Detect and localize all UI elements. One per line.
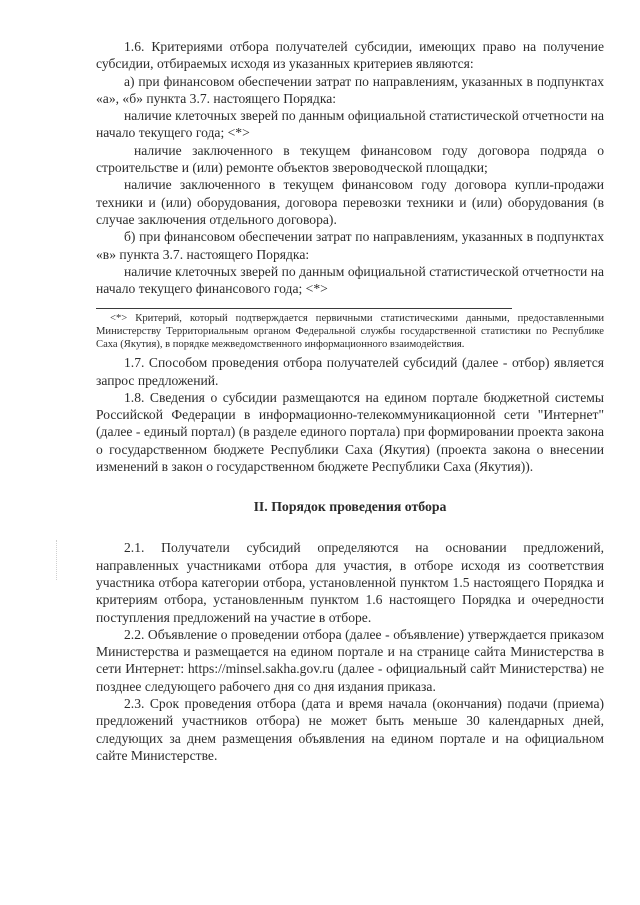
paragraph-2-3: 2.3. Срок проведения отбора (дата и время начала (окончания) подачи (приема) предложений участников отбора) не может быть меньше 30 календарных дней, следующих за днем размещения объявления на едином портале и на официальном сайте Министерстве.	[96, 695, 604, 763]
paragraph-1-6: 1.6. Критериями отбора получателей субсидии, имеющих право на получение субсидии, отбираемых исходя из указанных критериев являются:	[96, 39, 604, 72]
footnote-divider	[96, 308, 512, 309]
section-heading: II. Порядок проведения отбора	[253, 499, 447, 515]
paragraph-1-7: 1.7. Способом проведения отбора получателей субсидий (далее - отбор) является запрос предложений.	[96, 355, 604, 388]
scan-margin-mark	[56, 540, 67, 580]
paragraph-1-6-b: б) при финансовом обеспечении затрат по направлениям, указанных в подпунктах «в» пункта 3.7. настоящего Порядка:	[96, 229, 604, 262]
criterion-b-animals: наличие клеточных зверей по данным официальной статистической отчетности на начало текущего финансового года; <*>	[96, 263, 604, 297]
footnote: <*> Критерий, который подтверждается первичными статистическими данными, предоставленными Министерству Территориальным органом Федеральной службы государственной статистики по Республике Саха (Якутия), в порядке межведомственного информационного взаимодействия.	[96, 313, 604, 350]
paragraph-2-2: 2.2. Объявление о проведении отбора (далее - объявление) утверждается приказом Министерства и размещается на едином портале и на странице сайта Министерства в сети Интернет: https://minsel.sakha.gov.ru (далее - официальный сайт Министерства) не позднее следующего рабочего дня со дня издания приказа.	[96, 626, 604, 694]
paragraph-1-8: 1.8. Сведения о субсидии размещаются на едином портале бюджетной системы Российской Федерации в информационно-телекоммуникационной сети "Интернет" (далее - единый портал) (в разделе единого портала) при формировании проекта закона о государственном бюджете Республики Саха (Якутия) (проекта закона о внесении изменений в закон о государственном бюджете Республики Саха (Якутия)).	[96, 389, 604, 475]
paragraph-2-1: 2.1. Получатели субсидий определяются на основании предложений, направленных участниками отбора для участия, в отборе исходя из соответствия участника отбора категории отбора, установленной пунктом 1.5 настоящего Порядка и критериям отбора, установленным пунктом 1.6 настоящего Порядка и очередности поступления предложений на участие в отборе.	[96, 540, 604, 625]
criterion-a-animals: наличие клеточных зверей по данным официальной статистической отчетности на начало текущего года; <*>	[96, 108, 604, 141]
document-page	[96, 38, 604, 764]
criterion-a-equipment-contract: наличие заключенного в текущем финансовом году договора купли-продажи техники и (или) оборудования, договора перевозки техники и (или) оборудования (в случае заключения отдельного договора).	[96, 177, 604, 227]
paragraph-1-6-a: а) при финансовом обеспечении затрат по направлениям, указанных в подпунктах «а», «б» пункта 3.7. настоящего Порядка:	[96, 73, 604, 106]
criterion-a-construction-contract: наличие заключенного в текущем финансовом году договора подряда о строительстве и (или) ремонте объектов звероводческой площадки;	[96, 142, 604, 176]
